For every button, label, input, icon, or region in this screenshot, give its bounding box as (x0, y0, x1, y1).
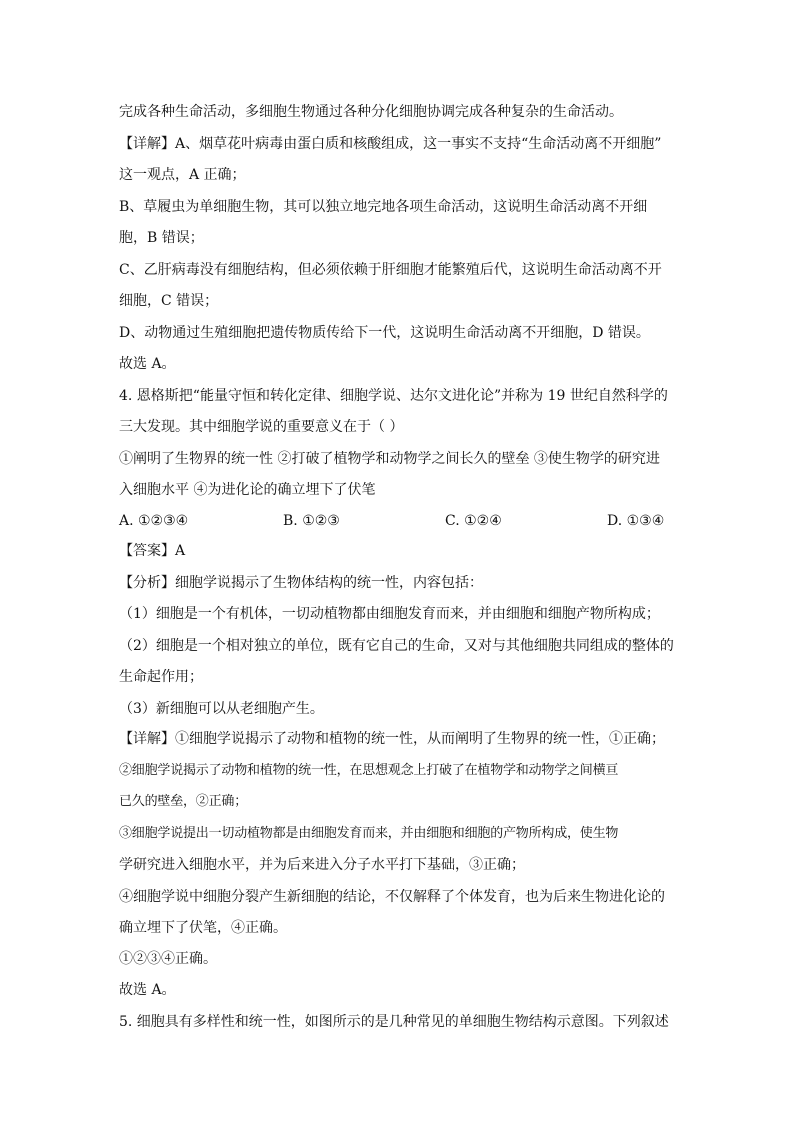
text-line: 生命起作用； (119, 669, 203, 685)
explanation-heading: 【详解】①细胞学说揭示了动物和植物的统一性，从而阐明了生物界的统一性，①正确； (119, 731, 665, 747)
text-line: D、动物通过生殖细胞把遗传物质传给下一代，这说明生命活动离不开细胞，D 错误。 (119, 325, 650, 341)
text-line: 学研究进入细胞水平，并为后来进入分子水平打下基础，③正确； (119, 857, 525, 873)
text-line: B、草履虫为单细胞生物，其可以独立地完地各项生命活动，这说明生命活动离不开细 (119, 199, 648, 215)
text-line: 故选 A。 (119, 356, 176, 372)
question-4-statements: ①阐明了生物界的统一性 ②打破了植物学和动物学之间长久的壁垒 ③使生物学的研究进 (119, 451, 660, 467)
text-line: 胞，B 错误； (119, 230, 204, 246)
text-line: 完成各种生命活动，多细胞生物通过各种分化细胞协调完成各种复杂的生命活动。 (119, 104, 623, 120)
question-5-stem: 5. 细胞具有多样性和统一性，如图所示的是几种常见的单细胞生物结构示意图。下列叙述 (119, 1014, 669, 1030)
question-4-statements: 入细胞水平 ④为进化论的确立埋下了伏笔 (119, 482, 376, 498)
text-line: 细胞，C 错误； (119, 293, 219, 309)
answer-label: 【答案】A (119, 543, 186, 559)
option-a: A. ①②③④ (119, 513, 189, 529)
text-line: C、乙肝病毒没有细胞结构，但必须依赖于肝细胞才能繁殖后代，这说明生命活动离不开 (119, 262, 662, 278)
option-d: D. ①③④ (607, 513, 665, 529)
text-line: ②细胞学说揭示了动物和植物的统一性，在思想观念上打破了在植物学和动物学之间横亘 (119, 763, 619, 778)
text-line: ①②③④正确。 (119, 951, 217, 967)
option-b: B. ①②③ (283, 513, 340, 529)
text-line: 这一观点，A 正确； (119, 167, 246, 183)
text-line: 已久的壁垒，②正确； (119, 794, 248, 809)
question-4-stem: 三大发现。其中细胞学说的重要意义在于（ ） (119, 419, 404, 435)
analysis-heading: 【分析】细胞学说揭示了生物体结构的统一性，内容包括： (119, 575, 483, 591)
text-line: （3）新细胞可以从老细胞产生。 (119, 701, 324, 717)
text-line: （2）细胞是一个相对独立的单位，既有它自己的生命，又对与其他细胞共同组成的整体的 (119, 638, 674, 654)
text-line: （1）细胞是一个有机体，一切动植物都由细胞发育而来，并由细胞和细胞产物所构成； (119, 606, 660, 622)
text-line: 故选 A。 (119, 982, 176, 998)
question-4-stem: 4. 恩格斯把“能量守恒和转化定律、细胞学说、达尔文进化论”并称为 19 世纪自然科学的 (119, 388, 668, 404)
option-c: C. ①②④ (445, 513, 502, 529)
text-line: ④细胞学说中细胞分裂产生新细胞的结论，不仅解释了个体发育，也为后来生物进化论的 (119, 889, 665, 905)
text-line: ③细胞学说提出一切动植物都是由细胞发育而来，并由细胞和细胞的产物所构成，使生物 (119, 826, 619, 841)
text-line: 确立埋下了伏笔，④正确。 (119, 920, 287, 936)
text-line: 【详解】A、烟草花叶病毒由蛋白质和核酸组成，这一事实不支持“生命活动离不开细胞” (119, 136, 662, 152)
